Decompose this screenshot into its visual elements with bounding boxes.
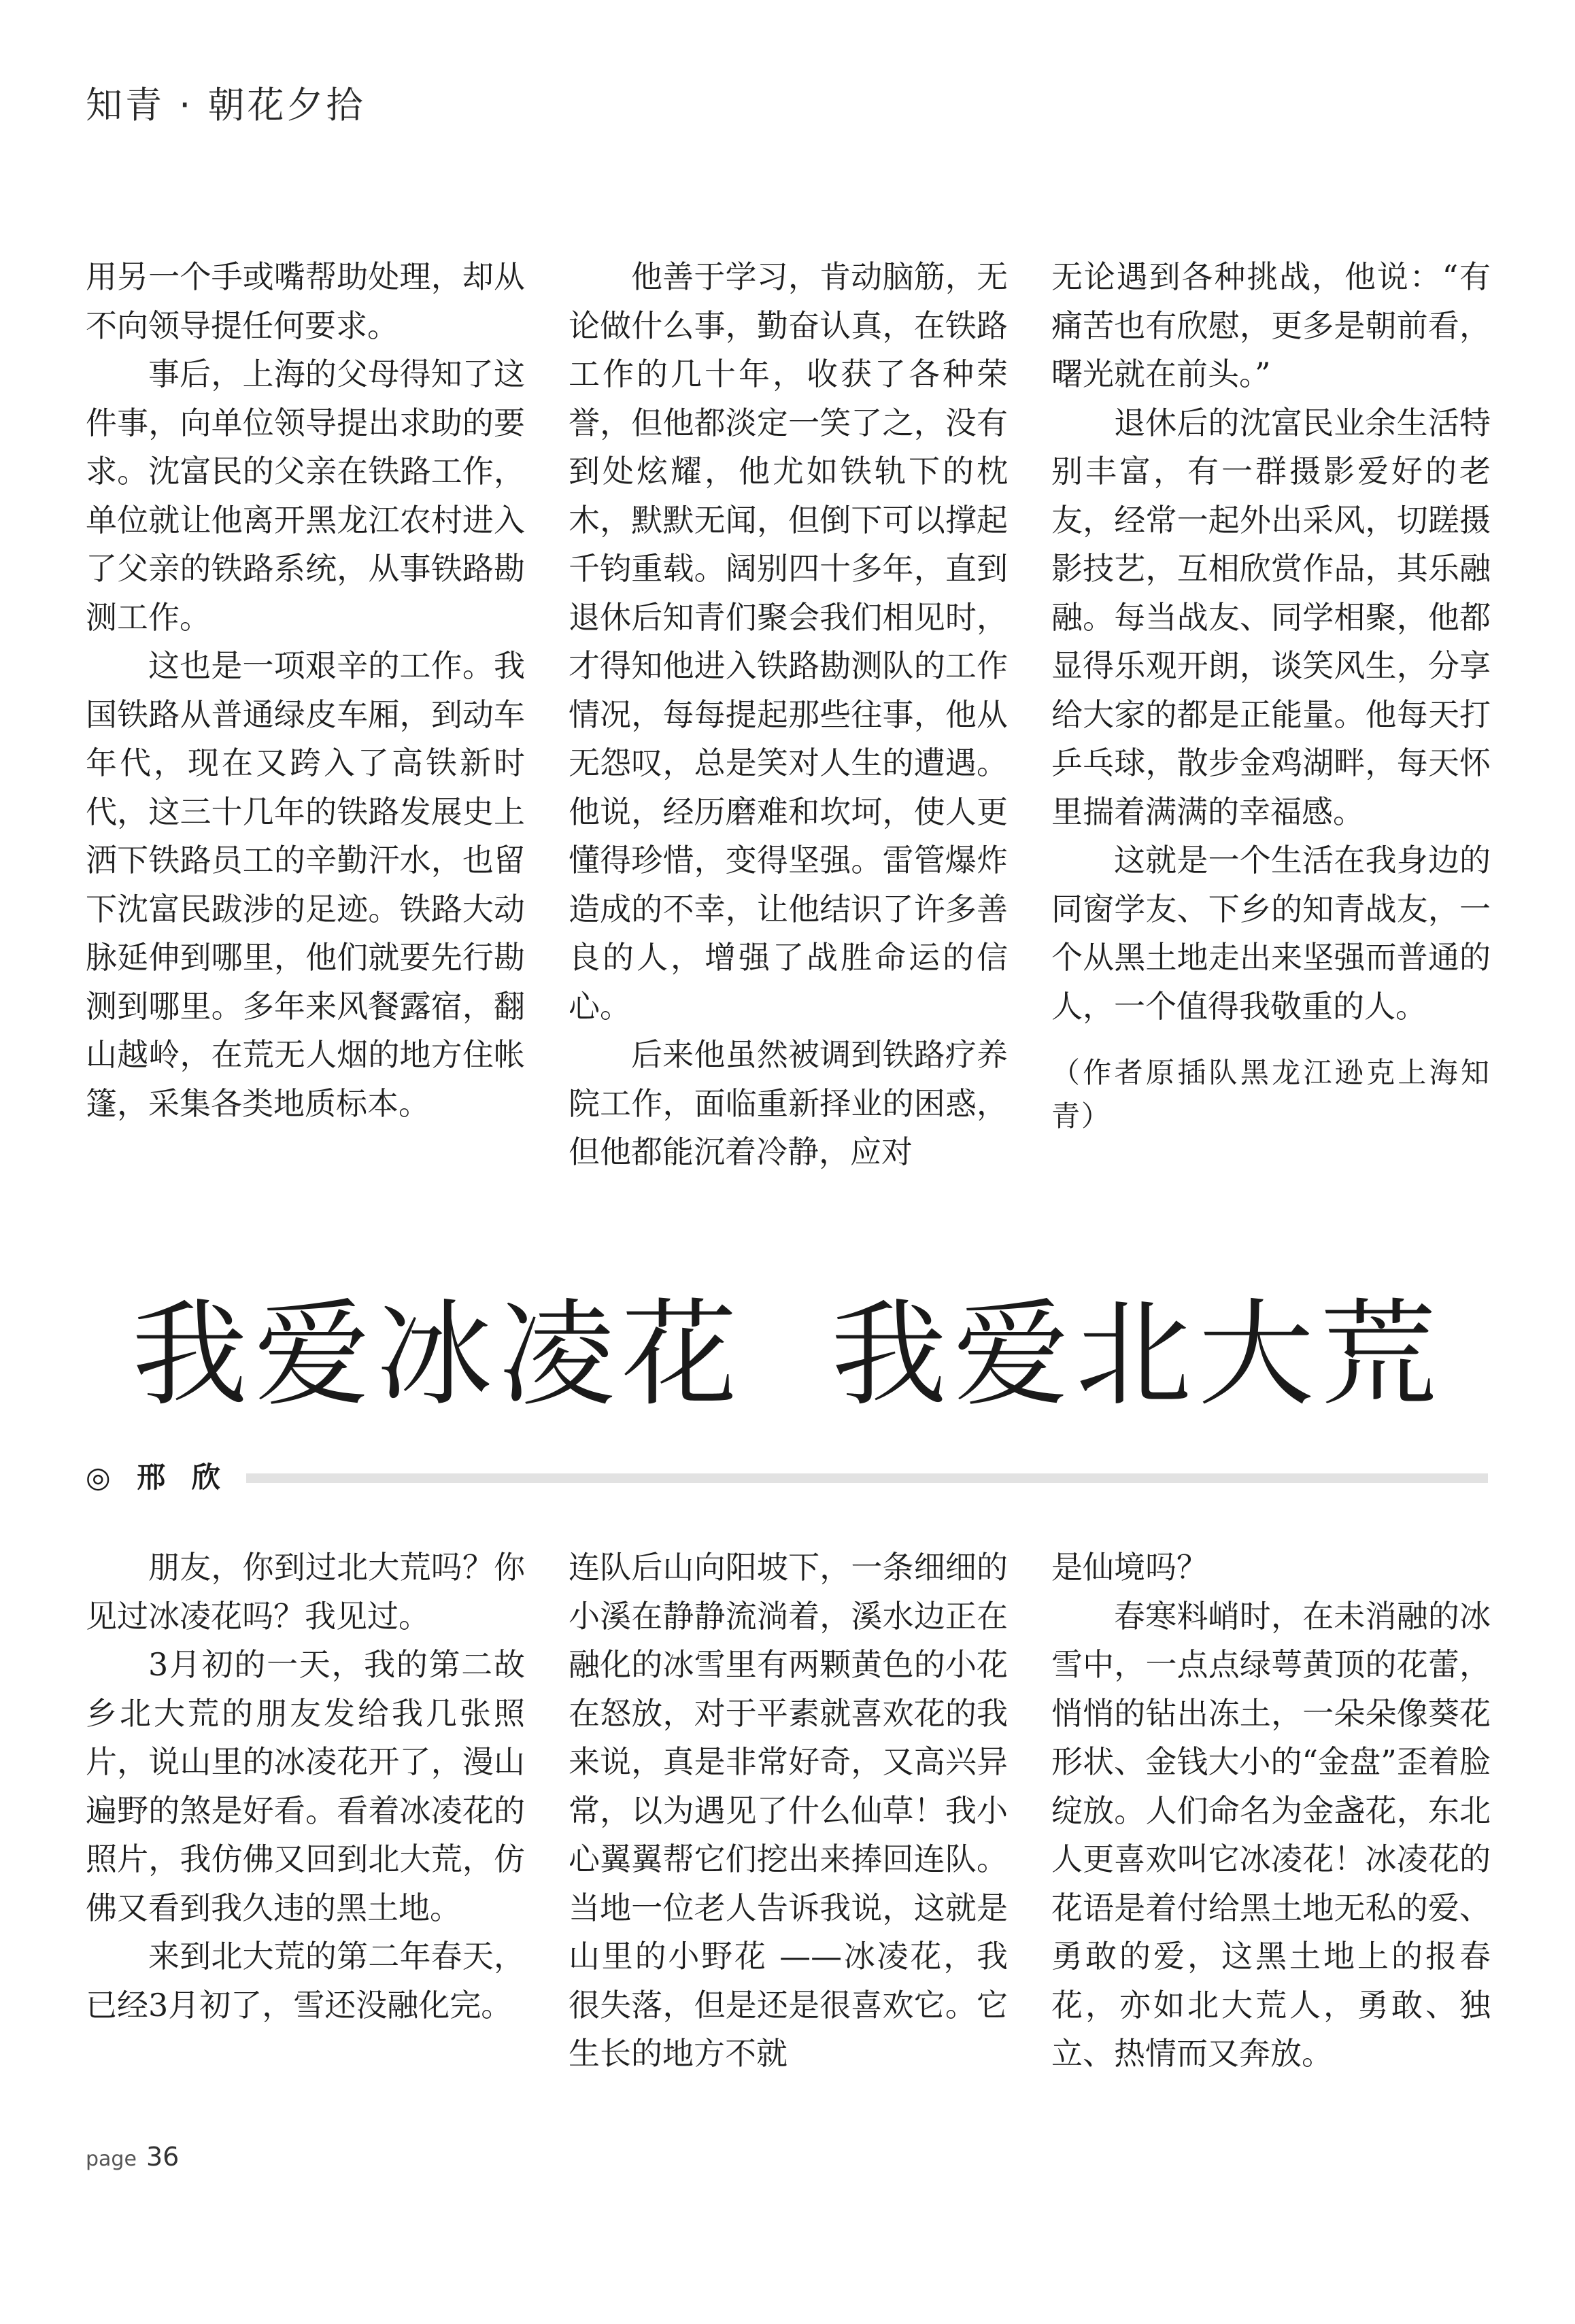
- paragraph: 事后，上海的父母得知了这件事，向单位领导提出求助的要求。沈富民的父亲在铁路工作，单位就让他离开黑龙江农村进入了父亲的铁路系统，从事铁路勘测工作。: [86, 356, 525, 636]
- author-byline: ◎ 邢 欣: [86, 1460, 228, 1494]
- paragraph: 退休后的沈富民业余生活特别丰富，有一群摄影爱好的老友，经常一起外出采风，切蹉摄影技艺，互相欣赏作品，其乐融融。每当战友、同学相聚，他都显得乐观开朗，谈笑风生，分享给大家的都是正能量。他每天打乒乓球，散步金鸡湖畔，每天怀里揣着满满的幸福感。: [1051, 404, 1491, 830]
- author-note: （作者原插队黑龙江逊克上海知青）: [1051, 1056, 1491, 1133]
- divider-bar: [246, 1473, 1488, 1483]
- article2-column-3: [1051, 1543, 1491, 2079]
- article2-column-2: [569, 1543, 1008, 2079]
- article2-column-1: [86, 1543, 525, 2030]
- paragraph: 来到北大荒的第二年春天，已经3月初了，雪还没融化完。: [86, 1938, 525, 2023]
- paragraph: 后来他虽然被调到铁路疗养院工作，面临重新择业的困惑，但他都能沉着冷静，应对: [569, 1036, 1008, 1170]
- article-title: 我爱冰凌花 我爱北大荒: [131, 1288, 1444, 1422]
- paragraph: 这也是一项艰辛的工作。我国铁路从普通绿皮车厢，到动车年代，现在又跨入了高铁新时代，这三十几年的铁路发展史上洒下铁路员工的辛勤汗水，也留下沈富民跋涉的足迹。铁路大动脉延伸到哪里，他们就要先行勘测到哪里。多年来风餐露宿，翻山越岭，在荒无人烟的地方住帐篷，采集各类地质标本。: [86, 647, 525, 1122]
- paragraph: 朋友，你到过北大荒吗？你见过冰凌花吗？我见过。: [86, 1549, 525, 1635]
- paragraph: 是仙境吗？: [1051, 1549, 1208, 1586]
- paragraph: 3月初的一天，我的第二故乡北大荒的朋友发给我几张照片，说山里的冰凌花开了，漫山遍野的煞是好看。看着冰凌花的照片，我仿佛又回到北大荒，仿佛又看到我久违的黑土地。: [86, 1646, 525, 1926]
- paragraph: 用另一个手或嘴帮助处理，却从不向领导提任何要求。: [86, 258, 525, 344]
- article1-column-1: [86, 253, 525, 1128]
- paragraph: 无论遇到各种挑战，他说：“有痛苦也有欣慰，更多是朝前看，曙光就在前头。”: [1051, 258, 1491, 392]
- paragraph: 春寒料峭时，在未消融的冰雪中，一点点绿萼黄顶的花蕾，悄悄的钻出冻土，一朵朵像葵花形状、金钱大小的“金盘”歪着脸绽放。人们命名为金盏花，东北人更喜欢叫它冰凌花！冰凌花的花语是着付给黑土地无私的爱、勇敢的爱，这黑土地上的报春花，亦如北大荒人，勇敢、独立、热情而又奔放。: [1051, 1597, 1491, 2072]
- paragraph: 他善于学习，肯动脑筋，无论做什么事，勤奋认真，在铁路工作的几十年，收获了各种荣誉，但他都淡定一笑了之，没有到处炫耀，他尤如铁轨下的枕木，默默无闻，但倒下可以撑起千钧重载。阔别四十多年，直到退休后知青们聚会我们相见时，才得知他进入铁路勘测队的工作情况，每每提起那些往事，他从无怨叹，总是笑对人生的遭遇。他说，经历磨难和坎坷，使人更懂得珍惜，变得坚强。雷管爆炸造成的不幸，让他结识了许多善良的人，增强了战胜命运的信心。: [569, 258, 1008, 1025]
- paragraph: 这就是一个生活在我身边的同窗学友、下乡的知青战友，一个从黑土地走出来坚强而普通的人，一个值得我敬重的人。: [1051, 842, 1491, 1025]
- paragraph: 连队后山向阳坡下，一条细细的小溪在静静流淌着，溪水边正在融化的冰雪里有两颗黄色的小花在怒放，对于平素就喜欢花的我来说，真是非常好奇，又高兴异常，以为遇见了什么仙草！我小心翼翼帮它们挖出来捧回连队。当地一位老人告诉我说，这就是山里的小野花 ——冰凌花，我很失落，但是还是很喜欢它。它生长的地方不就: [569, 1549, 1008, 2072]
- running-head: 知青 · 朝花夕拾: [86, 84, 366, 126]
- page-number: 36: [146, 2142, 180, 2172]
- page-footer: [86, 2142, 179, 2172]
- page-label: page: [86, 2147, 137, 2171]
- article1-column-3: [1051, 253, 1491, 1138]
- article1-column-2: [569, 253, 1008, 1177]
